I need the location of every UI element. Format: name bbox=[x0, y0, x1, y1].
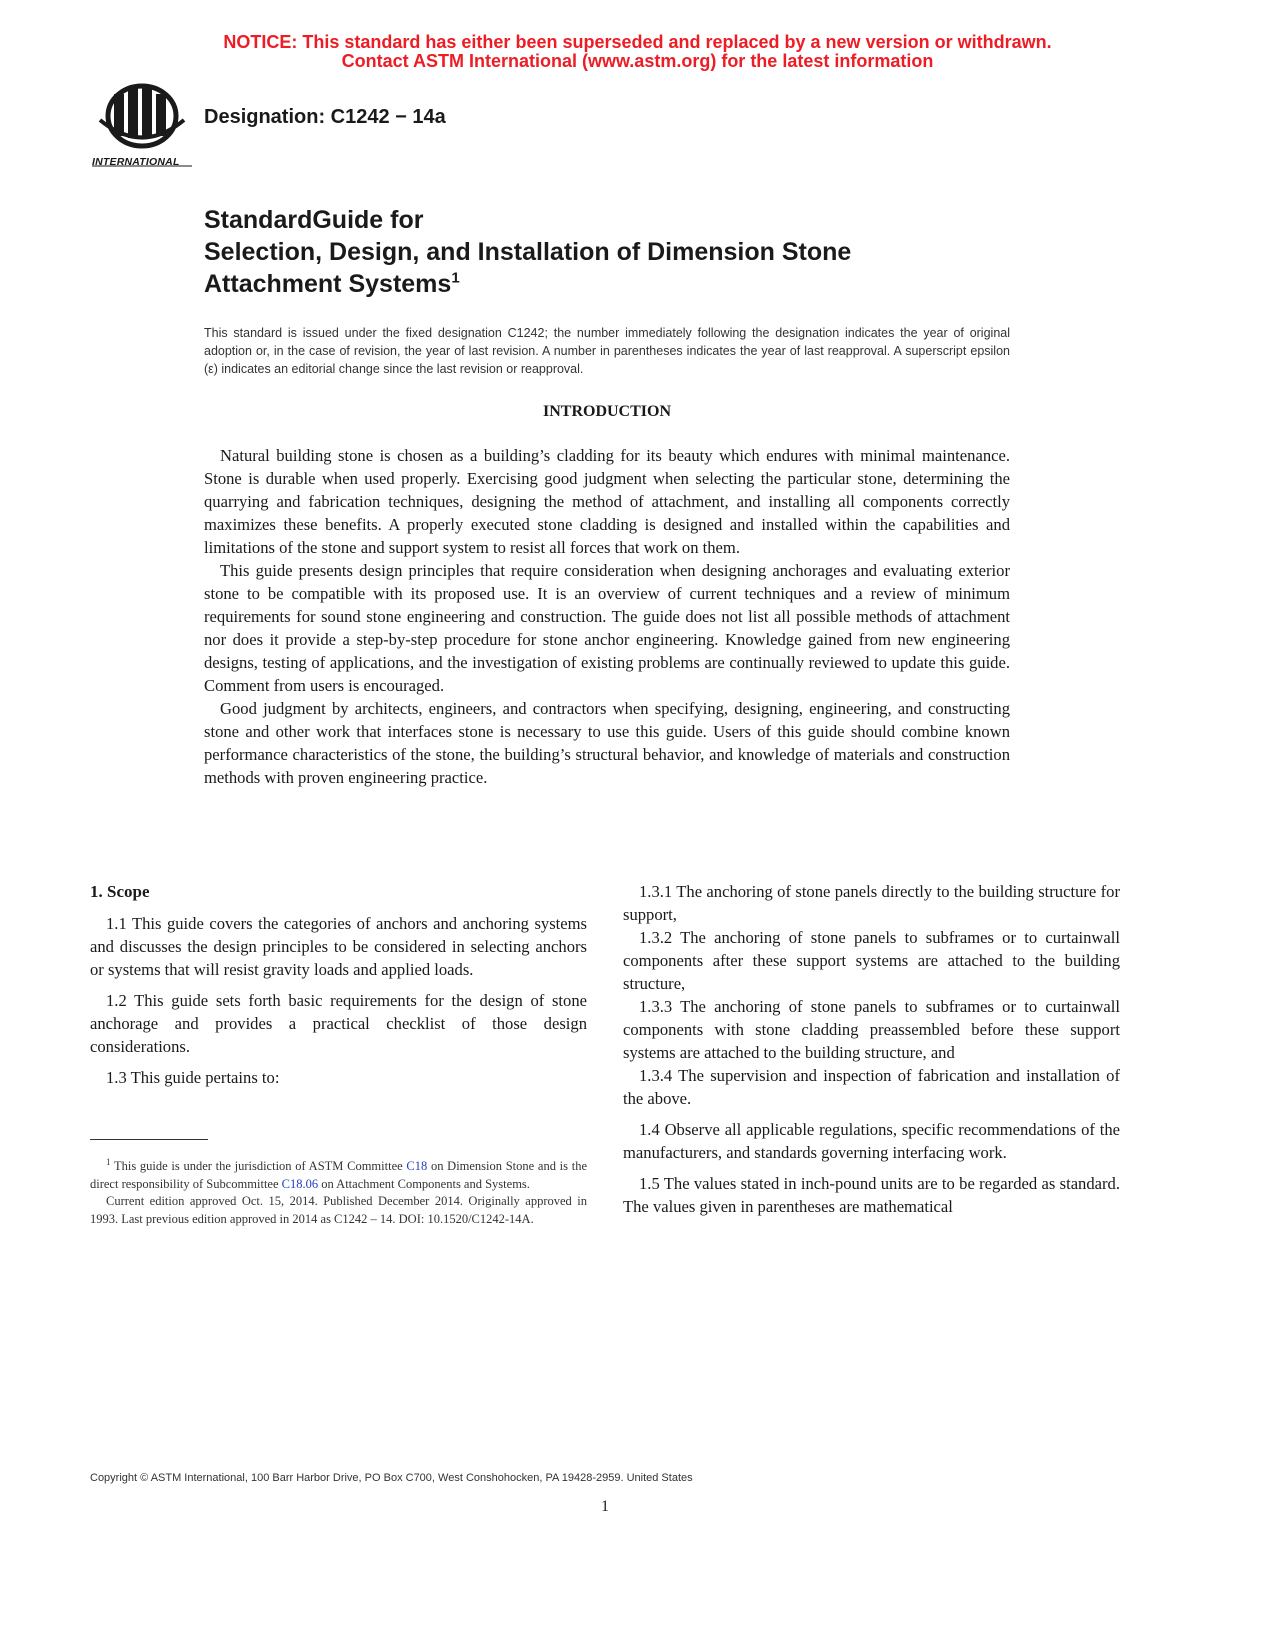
section-1-1: 1.1 This guide covers the categories of anchors and anchoring systems and discusses the design principles to be considered in selecting anchors or systems that will resist gravity loads and applied loads. bbox=[90, 914, 587, 979]
committee-c18-link[interactable]: C18 bbox=[406, 1159, 428, 1174]
issued-note: This standard is issued under the fixed designation C1242; the number immediately following the designation indicates the year of original adoption or, in the case of revision, the year of last revision. A number in parentheses indicates the year of last reapproval. A superscript epsilon (ε) indicates an editorial change since the last revision or reapproval. bbox=[204, 326, 1010, 376]
title-line-1: StandardGuide for bbox=[204, 206, 424, 234]
introduction-heading: INTRODUCTION bbox=[542, 403, 671, 420]
section-1-3-2: 1.3.2 The anchoring of stone panels to subframes or to curtainwall components after these support systems are attached to the building structure, bbox=[623, 928, 1120, 993]
intro-paragraph: Natural building stone is chosen as a building’s cladding for its beauty which endures with minimal maintenance. Stone is durable when used properly. Exercising good judgment when selecting the particular stone, determining the quarrying and fabrication techniques, designing the method of attachment, and installing all components correctly maximizes these benefits. A properly executed stone cladding is designed and installed within the capabilities and limitations of the stone and support system to resist all forces that work on them. bbox=[204, 446, 1010, 557]
title-footnote-ref: 1 bbox=[451, 269, 460, 287]
section-1-3: 1.3 This guide pertains to: bbox=[106, 1068, 280, 1087]
title-line-3: Attachment Systems bbox=[204, 270, 452, 298]
supersede-notice-line2: Contact ASTM International (www.astm.org) for the latest information bbox=[341, 51, 934, 71]
supersede-notice-line1: NOTICE: This standard has either been superseded and replaced by a new version or withdrawn. bbox=[223, 32, 1052, 52]
intro-paragraph: Good judgment by architects, engineers, and contractors when specifying, designing, engineering, and constructing stone and other work that interfaces stone is necessary to use this guide. Users of this guide should combine known performance characteristics of the stone, the building’s structural behavior, and knowledge of materials and construction methods with proven engineering practice. bbox=[204, 699, 1010, 787]
section-1-4: 1.4 Observe all applicable regulations, specific recommendations of the manufacturers, and standards governing interfacing work. bbox=[623, 1120, 1120, 1162]
footnote-edition: Current edition approved Oct. 15, 2014. Published December 2014. Originally approved in 1993. Last previous edition approved in 2014 as C1242 – 14. DOI: 10.1520/C1242-14A. bbox=[90, 1194, 587, 1226]
scope-heading: 1. Scope bbox=[90, 882, 150, 901]
footnote-jurisdiction bbox=[90, 1154, 587, 1193]
astm-logo bbox=[92, 80, 192, 172]
section-1-5: 1.5 The values stated in inch-pound units are to be regarded as standard. The values given in parentheses are mathematical bbox=[623, 1174, 1120, 1216]
right-column bbox=[623, 880, 1120, 1218]
section-1-3-3: 1.3.3 The anchoring of stone panels to subframes or to curtainwall components with stone cladding preassembled before these support systems are attached to the building structure, and bbox=[623, 997, 1120, 1062]
copyright-line: Copyright © ASTM International, 100 Barr Harbor Drive, PO Box C700, West Conshohocken, PA 19428-2959. United States bbox=[90, 1472, 693, 1484]
subcommittee-c18-06-link[interactable]: C18.06 bbox=[281, 1176, 319, 1191]
footnote-rule bbox=[90, 1139, 208, 1140]
introduction-body bbox=[204, 444, 1010, 789]
footnote-number: 1 bbox=[106, 1157, 111, 1167]
designation: Designation: C1242 − 14a bbox=[204, 106, 446, 128]
section-1-2: 1.2 This guide sets forth basic requirements for the design of stone anchorage and provides a practical checklist of those design considerations. bbox=[90, 991, 587, 1056]
footnote bbox=[90, 1154, 587, 1228]
section-1-3-4: 1.3.4 The supervision and inspection of fabrication and installation of the above. bbox=[623, 1066, 1120, 1108]
document-title bbox=[204, 204, 1154, 300]
title-line-2: Selection, Design, and Installation of Dimension Stone bbox=[204, 238, 852, 266]
page-number: 1 bbox=[601, 1498, 609, 1515]
footnote-text-c: on Attachment Components and Systems. bbox=[321, 1176, 530, 1191]
footnote-text-a: This guide is under the jurisdiction of ASTM Committee bbox=[113, 1159, 403, 1174]
left-column bbox=[90, 880, 587, 1089]
footnote-text-b: on Dimension Stone and is the direct responsibility of Subcommittee bbox=[90, 1159, 587, 1191]
intro-paragraph: This guide presents design principles that require consideration when designing anchorages and evaluating exterior stone to be compatible with its proposed use. It is an overview of current techniques and a review of minimum requirements for sound stone engineering and construction. The guide does not list all possible methods of attachment nor does it provide a step-by-step procedure for stone anchor engineering. Knowledge gained from new engineering designs, testing of applications, and the investigation of existing problems are continually reviewed to update this guide. Comment from users is encouraged. bbox=[204, 561, 1010, 695]
section-1-3-1: 1.3.1 The anchoring of stone panels directly to the building structure for support, bbox=[623, 882, 1120, 924]
astm-logo-text: INTERNATIONAL bbox=[92, 156, 180, 168]
